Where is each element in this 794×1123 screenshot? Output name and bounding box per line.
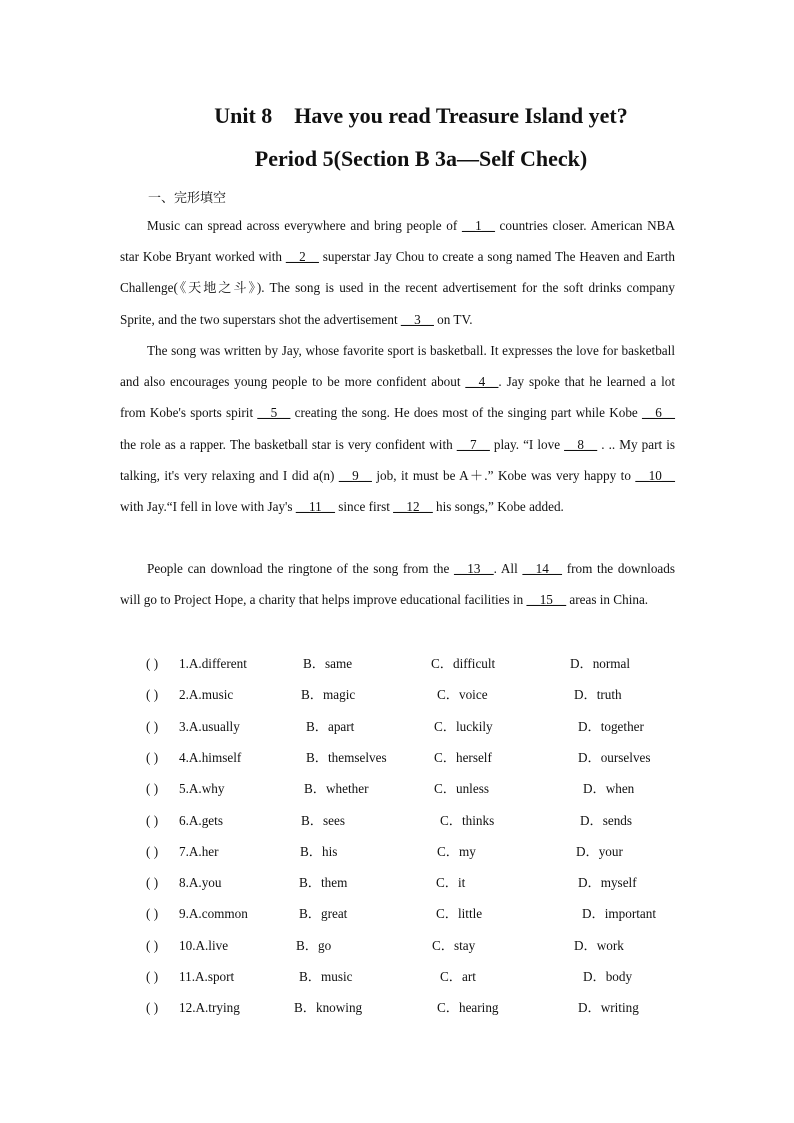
option-b: B．knowing: [294, 1000, 363, 1016]
p2-segment: the role as a rapper. The basketball star is very confident with: [120, 436, 457, 452]
unit-title: Unit 8 Have you read Treasure Island yet?: [214, 103, 628, 128]
option-b: B．go: [296, 937, 332, 953]
blank-7: __7__: [456, 436, 490, 452]
answer-paren: ( ): [146, 1000, 159, 1016]
answer-paren: ( ): [146, 781, 159, 797]
p2-segment: . Jay spoke that he learned a lot from Kobe's sports spirit: [120, 374, 675, 421]
option-a: 9.A.common: [179, 906, 248, 922]
blank-13: __13__: [454, 561, 494, 576]
option-d: D．work: [574, 937, 624, 953]
option-row: [0, 679, 794, 710]
answer-paren: ( ): [146, 749, 159, 765]
passage-paragraph-1: [120, 210, 675, 335]
option-c: C．it: [436, 875, 466, 891]
p2-segment: his songs,” Kobe added.: [432, 499, 564, 515]
option-a: 2.A.music: [179, 687, 234, 703]
option-c: C．voice: [437, 687, 488, 703]
option-c: C．art: [440, 969, 476, 984]
period-title: Period 5(Section B 3a—Self Check): [254, 146, 588, 171]
blank-8: __8__: [564, 436, 598, 452]
p3-segment: areas in China.: [566, 592, 649, 608]
answer-paren: ( ): [146, 656, 159, 671]
answer-paren: ( ): [146, 875, 159, 891]
option-d: D．writing: [578, 1000, 639, 1016]
blank-6: __6__: [642, 405, 675, 421]
option-row: [0, 805, 794, 836]
option-d: D．truth: [574, 687, 622, 703]
option-a: 7.A.her: [179, 843, 219, 859]
option-b: B．magic: [301, 687, 356, 703]
option-b: B．his: [300, 843, 338, 859]
option-c: C．thinks: [440, 812, 495, 828]
answer-paren: ( ): [146, 687, 159, 703]
section-heading: 一、完形填空: [148, 191, 227, 206]
blank-9: __9__: [338, 467, 372, 483]
option-b: B．same: [303, 656, 353, 671]
blank-15: __15__: [526, 592, 567, 608]
option-row: [0, 992, 794, 1023]
p2-segment: play. “I love: [489, 436, 565, 452]
p1-segment: countries closer. American NBA star Kobe Bryant worked with: [120, 218, 675, 265]
blank-5: __5__: [257, 405, 291, 421]
option-d: D．sends: [580, 812, 633, 828]
p2-segment: creating the song. He does most of the singing part while Kobe: [290, 405, 643, 421]
option-row: [0, 742, 794, 773]
option-c: C．stay: [432, 937, 476, 953]
p3-segment: . All: [493, 561, 523, 576]
option-d: D．ourselves: [578, 749, 651, 765]
p1-segment: Music can spread across everywhere and bring people of: [147, 218, 462, 233]
answer-paren: ( ): [146, 812, 159, 828]
option-a: 11.A.sport: [179, 969, 235, 984]
option-a: 3.A.usually: [179, 718, 240, 734]
option-b: B．whether: [304, 781, 369, 797]
option-d: D．body: [583, 969, 633, 984]
option-row: [0, 711, 794, 742]
answer-paren: ( ): [146, 906, 159, 922]
option-b: B．music: [299, 969, 353, 984]
option-row: [0, 773, 794, 804]
option-d: D．when: [583, 781, 635, 797]
option-row: [0, 867, 794, 898]
blank-2: __2__: [285, 249, 319, 265]
p2-segment: with Jay.“I fell in love with Jay's: [120, 499, 296, 515]
p2-segment: since first: [334, 499, 394, 515]
option-b: B．great: [299, 906, 348, 922]
option-c: C．luckily: [434, 718, 493, 734]
option-c: C．my: [437, 843, 476, 859]
option-a: 8.A.you: [179, 875, 222, 891]
option-b: B．themselves: [306, 749, 387, 765]
passage-paragraph-2: [120, 335, 675, 522]
option-row: [0, 836, 794, 867]
option-b: B．them: [299, 875, 348, 891]
blank-4: __4__: [465, 374, 499, 390]
option-a: 4.A.himself: [179, 749, 242, 765]
option-a: 12.A.trying: [179, 1000, 240, 1016]
blank-10: __10__: [635, 467, 675, 483]
option-a: 5.A.why: [179, 781, 225, 797]
option-c: C．hearing: [437, 1000, 499, 1016]
option-c: C．herself: [434, 749, 492, 765]
option-c: C．little: [436, 906, 483, 922]
p3-segment: People can download the ringtone of the song from the: [147, 561, 455, 576]
option-b: B．apart: [306, 718, 355, 734]
blank-3: __3__: [400, 311, 434, 327]
option-row: [0, 961, 794, 992]
option-d: D．normal: [570, 656, 631, 671]
blank-11: __11__: [295, 499, 335, 515]
answer-paren: ( ): [146, 843, 159, 859]
option-d: D．myself: [578, 875, 637, 891]
option-row: [0, 648, 794, 679]
blank-14: __14__: [522, 561, 562, 576]
p2-segment: job, it must be A＋.” Kobe was very happy to: [371, 467, 636, 483]
answer-paren: ( ): [146, 969, 159, 984]
option-c: C．unless: [434, 781, 489, 797]
answer-paren: ( ): [146, 937, 159, 953]
option-c: C．difficult: [431, 656, 496, 671]
option-d: D．your: [576, 843, 623, 859]
option-b: B．sees: [301, 812, 345, 828]
p2-segment: The song was written by Jay, whose favorite sport is basketball. It expresses the love for basketball and also encourages young people to be more confident about: [120, 343, 675, 390]
blank-1: __1__: [461, 218, 495, 233]
option-a: 1.A.different: [179, 656, 247, 671]
option-d: D．together: [578, 718, 644, 734]
p1-segment: superstar Jay Chou to create a song named The Heaven and Earth Challenge(《天地之斗》). The song is used in the recent advertisement for the soft drinks company Sprite, and the two superstars shot the advertisement: [120, 249, 675, 327]
p2-segment: . .. My part is talking, it's very relaxing and I did a(n): [120, 436, 676, 483]
passage-paragraph-3: [120, 553, 675, 615]
option-row: [0, 930, 794, 961]
option-d: D．important: [582, 906, 656, 922]
option-a: 6.A.gets: [179, 812, 223, 828]
option-row: [0, 898, 794, 929]
answer-paren: ( ): [146, 718, 159, 734]
option-a: 10.A.live: [179, 937, 229, 953]
p1-segment: on TV.: [433, 311, 473, 327]
p3-segment: from the downloads will go to Project Hope, a charity that helps improve educational facilities in: [120, 561, 675, 608]
blank-12: __12__: [393, 499, 433, 515]
